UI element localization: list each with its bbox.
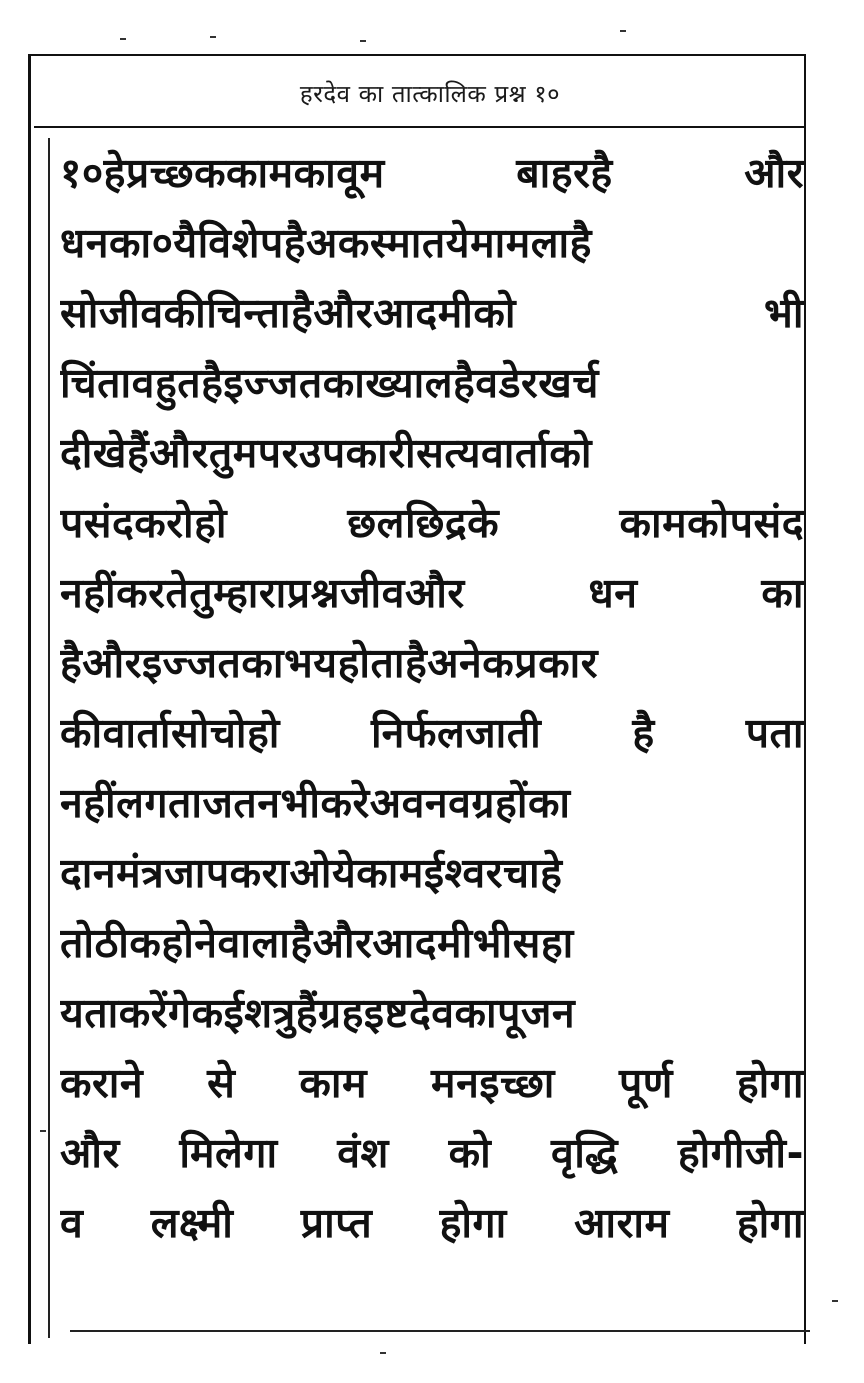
passage-line: नहींकरतेतुम्हाराप्रश्नजीवऔर धन का xyxy=(60,569,804,617)
page-header-title: हरदेव का तात्कालिक प्रश्न १० xyxy=(299,80,561,108)
scan-speck xyxy=(210,36,216,38)
passage-line: दीखेहैंऔरतुमपरउपकारीसत्यवार्ताको xyxy=(60,429,593,477)
passage-line: दानमंत्रजापकराओयेकामईश्वरचाहे xyxy=(60,849,563,897)
passage-line: और मिलेगा वंश को वृद्धि होगीजी- xyxy=(60,1129,804,1177)
passage-body xyxy=(48,138,804,1338)
passage-line: कराने से काम मनइच्छा पूर्ण होगा xyxy=(60,1059,804,1107)
passage-line: सोजीवकीचिन्ताहैऔरआदमीको भी xyxy=(60,289,804,337)
passage-line: यताकरेंगेकईशत्रुहैंग्रहइष्टदेवकापूजन xyxy=(60,989,576,1037)
scan-speck xyxy=(360,40,366,42)
passage-line: हैऔरइज्जतकाभयहोताहैअनेकप्रकार xyxy=(60,639,598,687)
header-divider xyxy=(34,126,806,128)
scan-speck xyxy=(832,1300,838,1302)
passage-line: पसंदकरोहो छलछिद्रके कामकोपसंद xyxy=(60,499,804,547)
passage-line: धनका०यैविशेपहैअकस्मातयेमामलाहै xyxy=(60,219,592,267)
scan-speck xyxy=(40,1130,46,1132)
scan-speck xyxy=(380,1352,386,1354)
scan-speck xyxy=(620,30,626,32)
passage-line: १०हेप्रच्छककामकावूम बाहरहै और xyxy=(60,149,804,197)
passage-line: तोठीकहोनेवालाहैऔरआदमीभीसहा xyxy=(60,919,574,967)
passage-line: चिंतावहुतहैइज्जतकाख्यालहैवडेरखर्च xyxy=(60,359,599,407)
bottom-divider xyxy=(70,1330,810,1332)
passage-line: कीवार्तासोचोहो निर्फलजाती है पता xyxy=(60,709,804,757)
passage-line: नहींलगताजतनभीकरेअवनवग्रहोंका xyxy=(60,779,571,827)
passage-line: व लक्ष्मी प्राप्त होगा आराम होगा xyxy=(60,1199,804,1247)
scan-speck xyxy=(120,38,126,40)
